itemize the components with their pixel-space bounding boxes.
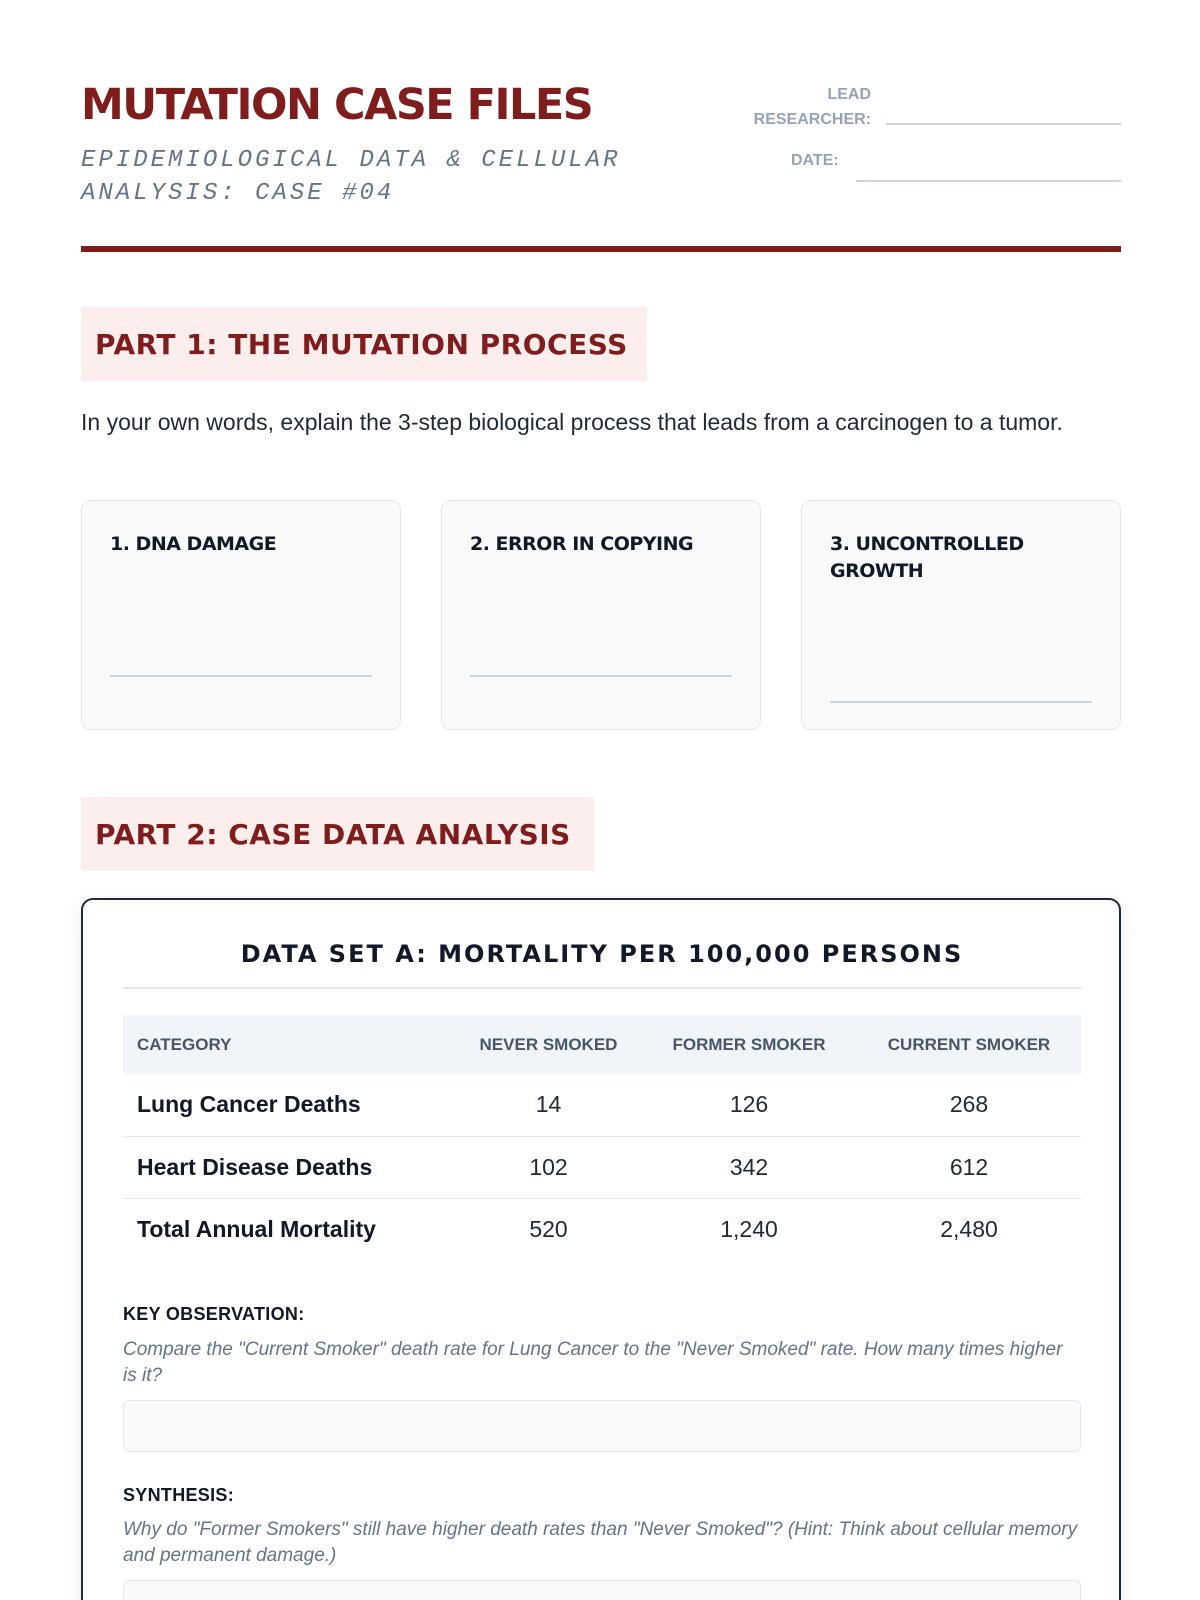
column-header: NEVER SMOKED	[479, 1034, 618, 1054]
table-cell: 1,240	[720, 1215, 778, 1242]
step-card-error-in-copying[interactable]	[441, 500, 761, 730]
table-row	[123, 1198, 1081, 1260]
date-label: DATE:	[791, 152, 839, 169]
key-observation-answer-box[interactable]	[123, 1400, 1081, 1452]
step-answer-line[interactable]	[110, 675, 372, 677]
data-set-card	[81, 898, 1121, 1600]
table-row	[123, 1136, 1081, 1198]
synthesis-answer-box[interactable]	[123, 1580, 1081, 1600]
step-card-dna-damage[interactable]	[81, 500, 401, 730]
column-header: CATEGORY	[137, 1034, 232, 1054]
column-header: CURRENT SMOKER	[887, 1034, 1051, 1054]
step-answer-line[interactable]	[470, 675, 732, 677]
table-cell: 342	[729, 1153, 769, 1180]
table-cell: 126	[729, 1091, 769, 1118]
page-subtitle: EPIDEMIOLOGICAL DATA & CELLULAR ANALYSIS: CASE #04	[81, 147, 621, 207]
table-row	[123, 1074, 1081, 1136]
table-cell: 2,480	[940, 1215, 998, 1242]
mortality-table	[123, 1015, 1081, 1260]
worksheet-header	[81, 80, 1121, 255]
researcher-input-line[interactable]	[886, 123, 1121, 125]
step-label: 1. DNA DAMAGE	[110, 533, 277, 555]
synthesis-label: SYNTHESIS:	[123, 1485, 235, 1505]
date-field	[741, 150, 1121, 190]
mutation-steps	[81, 500, 1121, 730]
table-cell: 268	[949, 1091, 989, 1118]
synthesis-prompt: Why do "Former Smokers" still have higher death rates than "Never Smoked"? (Hint: Think about cellular memory and permanent damage.)	[123, 1519, 1078, 1566]
header-divider	[81, 246, 1121, 252]
researcher-label: LEAD RESEARCHER:	[753, 86, 871, 128]
step-label: 2. ERROR IN COPYING	[470, 533, 694, 555]
row-category: Lung Cancer Deaths	[137, 1091, 361, 1118]
table-cell: 102	[529, 1153, 568, 1180]
researcher-field	[741, 80, 1121, 130]
table-cell: 520	[529, 1215, 568, 1242]
step-answer-line[interactable]	[830, 701, 1092, 703]
part1-instructions: In your own words, explain the 3-step biological process that leads from a carcinogen to a tumor.	[81, 409, 1063, 435]
part2-heading: PART 2: CASE DATA ANALYSIS	[81, 797, 594, 871]
part1-heading: PART 1: THE MUTATION PROCESS	[81, 307, 647, 381]
step-label: 3. UNCONTROLLED GROWTH	[830, 533, 1024, 582]
table-cell: 612	[949, 1153, 989, 1180]
date-input-line[interactable]	[856, 180, 1121, 182]
column-header: FORMER SMOKER	[672, 1034, 826, 1054]
data-set-title: DATA SET A: MORTALITY PER 100,000 PERSONS	[240, 940, 964, 968]
step-card-uncontrolled-growth[interactable]	[801, 500, 1121, 730]
row-category: Total Annual Mortality	[137, 1215, 376, 1242]
key-observation-prompt: Compare the "Current Smoker" death rate for Lung Cancer to the "Never Smoked" rate. How many times higher is it?	[123, 1339, 1063, 1386]
row-category: Heart Disease Deaths	[137, 1153, 373, 1180]
key-observation-label: KEY OBSERVATION:	[123, 1304, 305, 1324]
table-header-row	[123, 1015, 1081, 1074]
table-cell: 14	[535, 1091, 562, 1118]
page-title: MUTATION CASE FILES	[81, 80, 593, 130]
data-set-divider	[123, 987, 1081, 989]
